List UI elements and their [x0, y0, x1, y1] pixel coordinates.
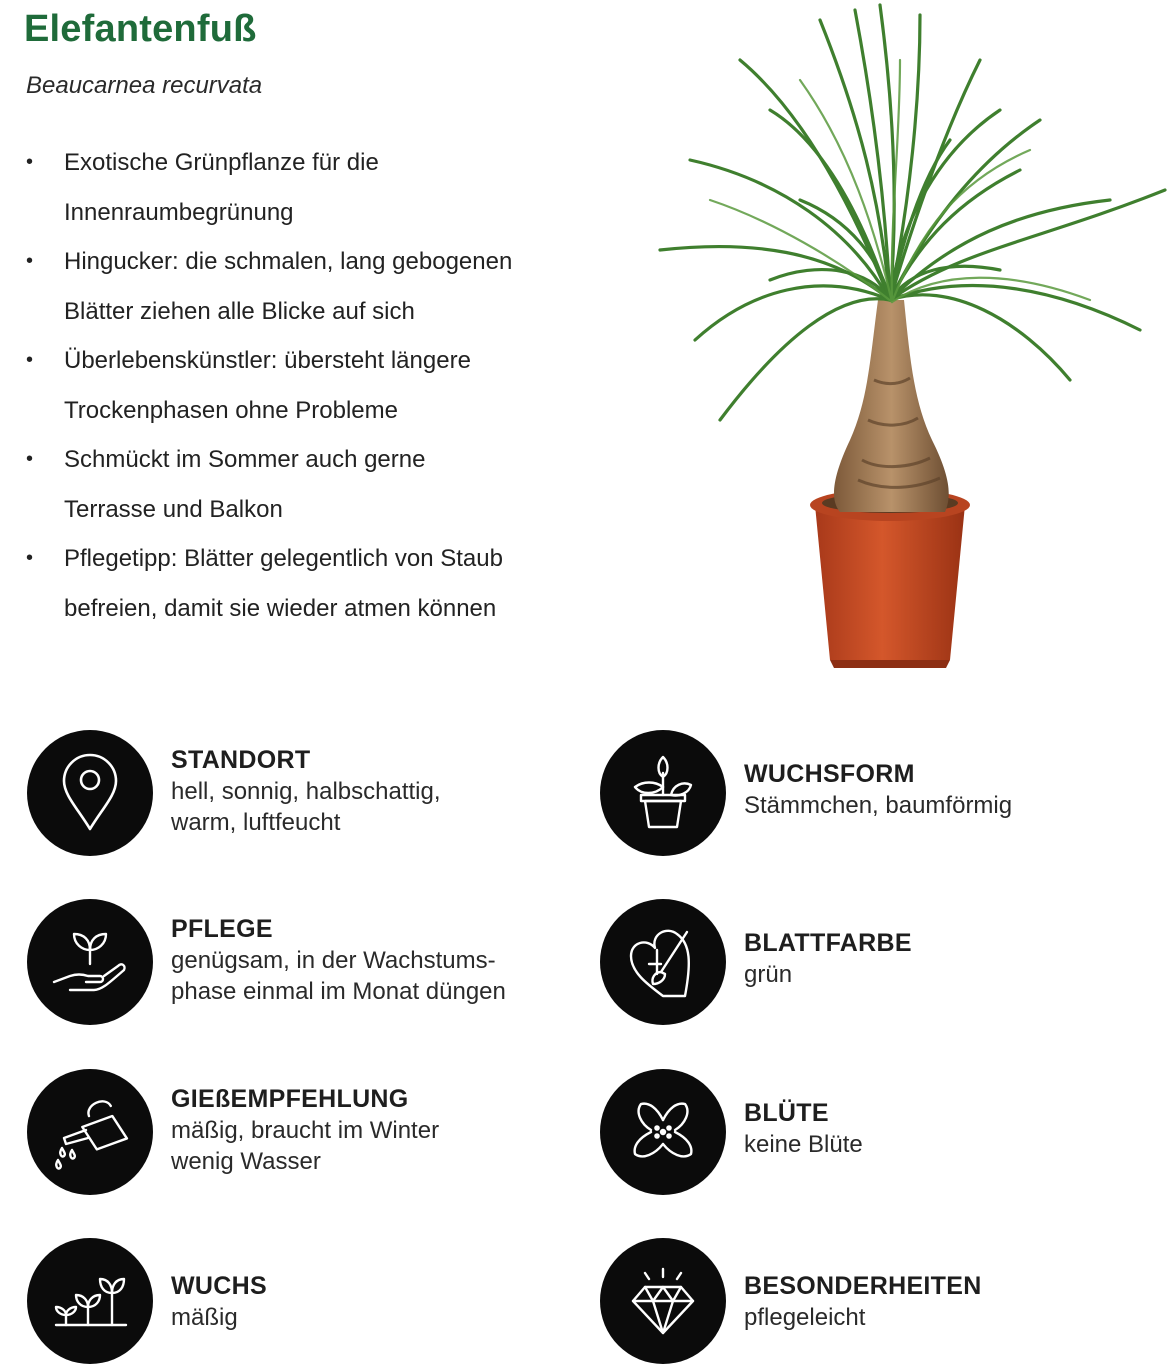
bullet-dot: •	[26, 151, 34, 173]
feature-description: keine Blüte	[744, 1131, 863, 1158]
hand-seedling-icon	[27, 899, 153, 1025]
feature-description: hell, sonnig, halbschattig,	[171, 778, 441, 805]
bullet-dot: •	[26, 349, 34, 371]
potted-plant-icon	[600, 730, 726, 856]
feature-title: BLÜTE	[744, 1099, 829, 1127]
plant-leaves	[660, 5, 1165, 420]
feature-bullet-list	[24, 138, 584, 633]
product-title: Elefantenfuß	[24, 8, 257, 50]
feature-giessen	[27, 1069, 587, 1199]
bullet-dot: •	[26, 547, 34, 569]
watering-can-icon	[27, 1069, 153, 1195]
bullet-item: • Hingucker: die schmalen, lang gebogenen Blätter ziehen alle Blicke auf sich	[24, 237, 584, 336]
growth-sprouts-icon	[27, 1238, 153, 1364]
feature-title: WUCHS	[171, 1272, 267, 1300]
bullet-item: • Überlebenskünstler: übersteht längere Trockenphasen ohne Probleme	[24, 336, 584, 435]
bullet-dot: •	[26, 448, 34, 470]
feature-title: BESONDERHEITEN	[744, 1272, 982, 1300]
feature-description: mäßig, braucht im Winter	[171, 1117, 440, 1144]
pot-body	[815, 505, 965, 660]
feature-standort	[27, 730, 587, 860]
diamond-icon	[600, 1238, 726, 1364]
feature-bluete	[600, 1069, 1160, 1199]
feature-title: PFLEGE	[171, 915, 273, 943]
feature-description: pflegeleicht	[744, 1304, 866, 1331]
bullet-item: • Exotische Grünpflanze für die Innenraumbegrünung	[24, 138, 584, 237]
flower-icon	[600, 1069, 726, 1195]
feature-description: Stämmchen, baumförmig	[744, 792, 1013, 819]
feature-title: BLATTFARBE	[744, 929, 912, 957]
feature-description: mäßig	[171, 1304, 238, 1331]
feature-description: phase einmal im Monat düngen	[171, 978, 506, 1005]
feature-pflege	[27, 899, 587, 1029]
bullet-dot: •	[26, 250, 34, 272]
leaf-brush-icon	[600, 899, 726, 1025]
bullet-item: • Pflegetipp: Blätter gelegentlich von Staub befreien, damit sie wieder atmen können	[24, 534, 584, 633]
feature-description: wenig Wasser	[171, 1148, 321, 1175]
feature-description: warm, luftfeucht	[171, 809, 341, 836]
feature-title: WUCHSFORM	[744, 760, 915, 788]
feature-wuchs	[27, 1238, 587, 1365]
feature-title: STANDORT	[171, 746, 311, 774]
bullet-item: • Schmückt im Sommer auch gerne Terrasse und Balkon	[24, 435, 584, 534]
feature-description: genügsam, in der Wachstums-	[171, 947, 496, 974]
feature-wuchsform	[600, 730, 1160, 860]
botanical-name: Beaucarnea recurvata	[26, 72, 263, 99]
location-pin-icon	[27, 730, 153, 856]
ponytail-palm-image	[600, 0, 1170, 680]
feature-blattfarbe	[600, 899, 1160, 1029]
feature-title: GIEßEMPFEHLUNG	[171, 1085, 409, 1113]
feature-besonderheiten	[600, 1238, 1160, 1365]
feature-description: grün	[744, 961, 793, 988]
